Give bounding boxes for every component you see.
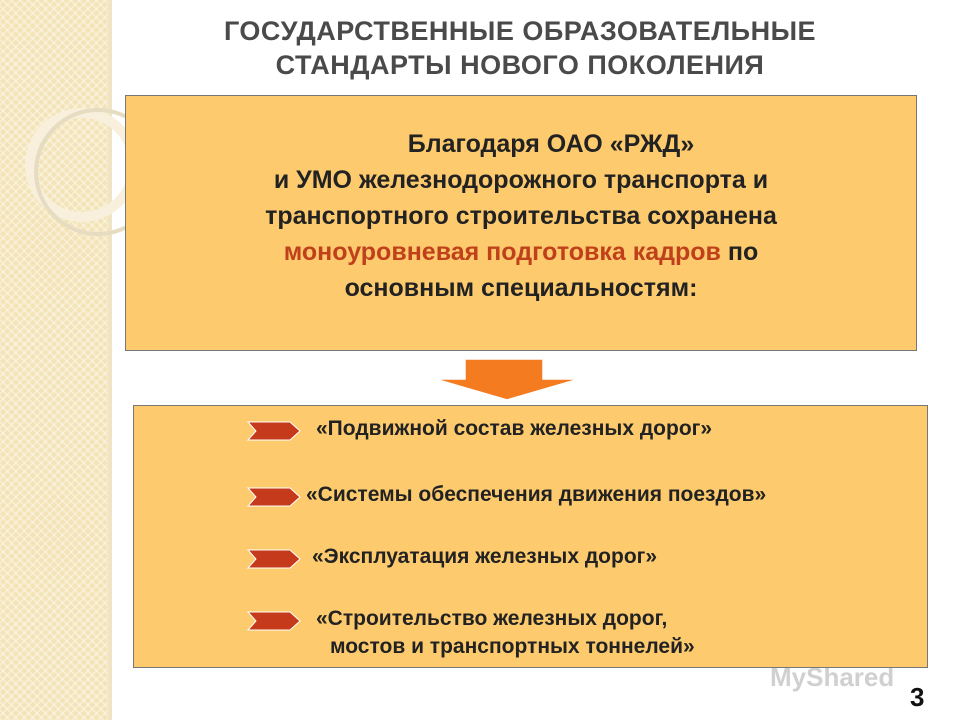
down-arrow-icon [433,357,581,401]
intro-line-2: и УМО железнодорожного транспорта и [273,166,769,194]
intro-line-4 [126,234,916,270]
title-line-2: СТАНДАРТЫ НОВОГО ПОКОЛЕНИЯ [275,50,765,80]
page-number: 3 [910,682,925,712]
chevron-bullet-icon [246,420,302,442]
specialties-box [133,405,928,668]
chevron-bullet-icon [246,486,302,508]
slide-title [150,14,890,82]
intro-text [126,126,916,306]
intro-highlight: моноуровневая подготовка кадров [283,238,721,266]
intro-line-3: транспортного строительства сохранена [265,202,777,230]
specialty-label: «Подвижной состав железных дорог» [316,417,713,440]
intro-line-5: основным специальностям: [344,274,698,302]
intro-box [125,95,917,351]
intro-line-4-rest: по [720,238,759,266]
watermark: MyShared [770,662,895,692]
specialty-label: «Эксплуатация железных дорог» [312,545,658,568]
specialty-label: «Системы обеспечения движения поездов» [306,483,767,506]
chevron-bullet-icon [246,610,302,632]
specialty-label-line-1: «Строительство железных дорог, [316,607,668,630]
intro-line-1: Благодаря ОАО «РЖД» [407,130,695,158]
decorative-circles [0,0,140,260]
chevron-bullet-icon [246,548,302,570]
specialty-label-line-2: мостов и транспортных тоннелей» [330,635,695,658]
title-line-1: ГОСУДАРСТВЕННЫЕ ОБРАЗОВАТЕЛЬНЫЕ [223,16,817,46]
